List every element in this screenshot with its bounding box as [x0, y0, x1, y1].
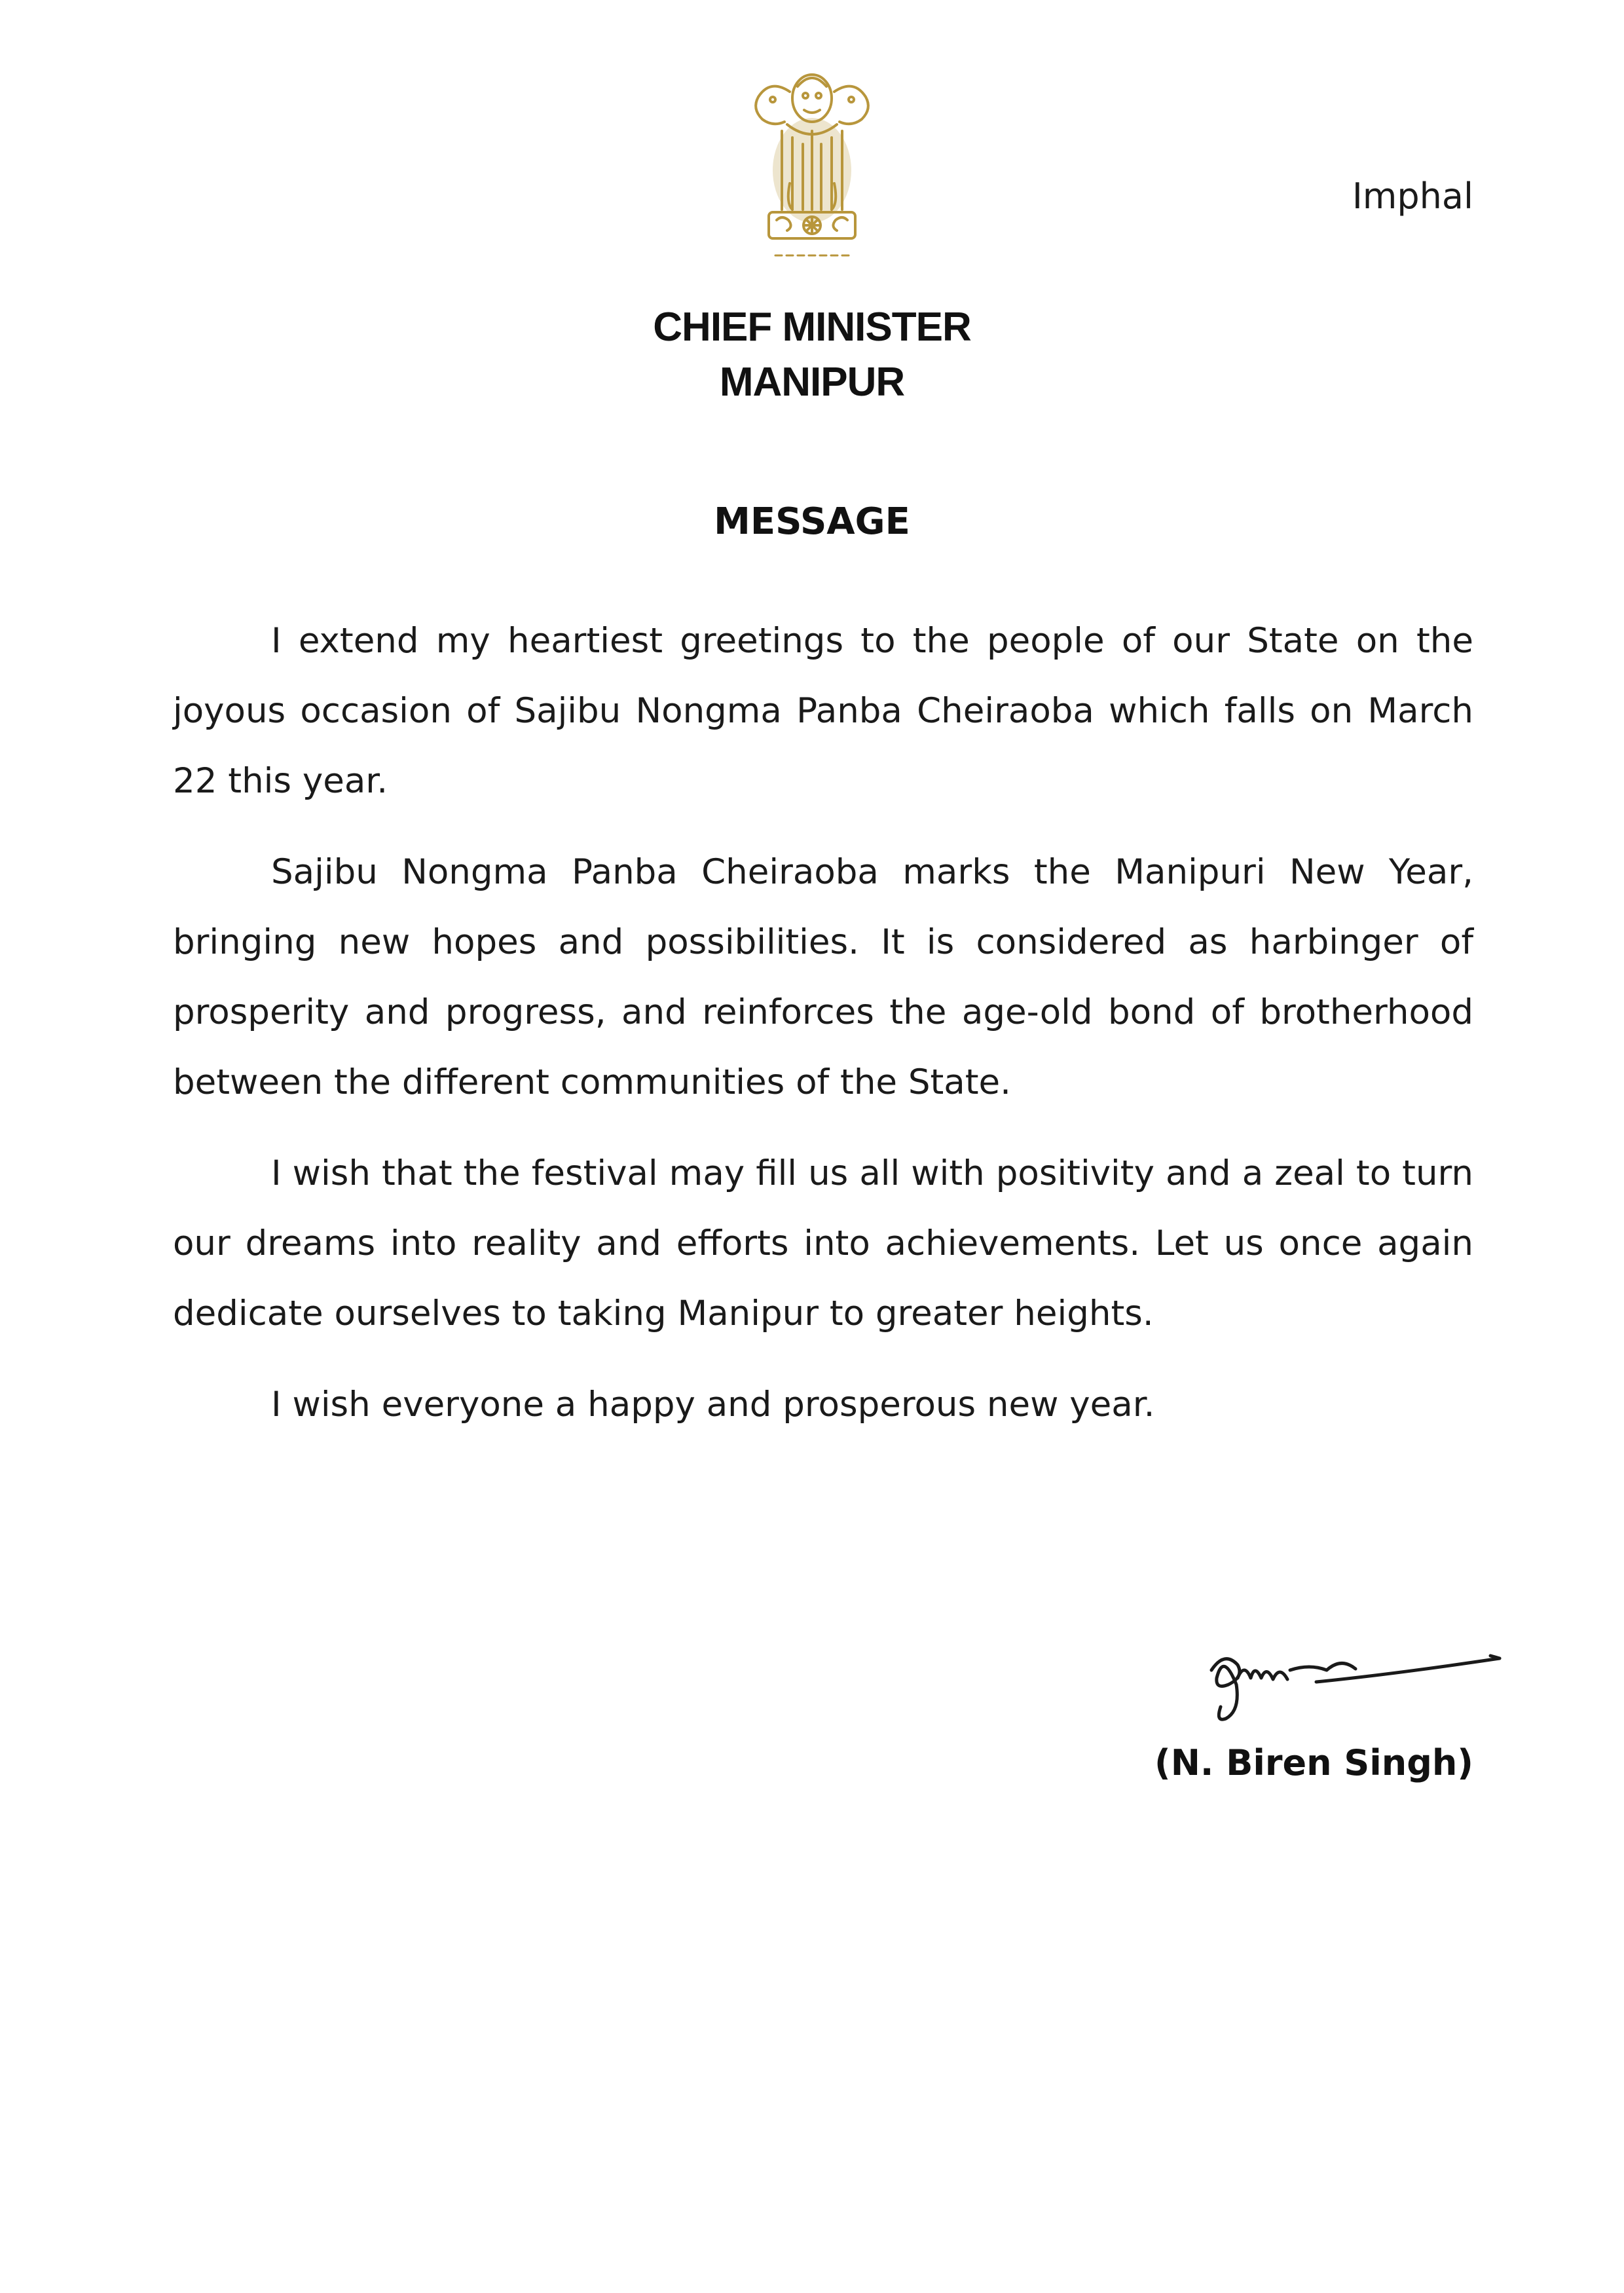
- signature-icon: [1198, 1624, 1513, 1736]
- paragraph-2: Sajibu Nongma Panba Cheiraoba marks the Manipuri New Year, bringing new hopes and possibilities. It is considered as harbinger of prosperity and progress, and reinforces the age-old bond of brotherhood between the different communities of the State.: [173, 852, 1473, 1102]
- paragraph-3: I wish that the festival may fill us all with positivity and a zeal to turn our dreams into reality and efforts into achievements. Let us once again dedicate ourselves to taking Manipur to greater heights.: [173, 1153, 1473, 1333]
- office-line-1: CHIEF MINISTER: [653, 305, 971, 350]
- office-line-2: MANIPUR: [719, 360, 905, 405]
- paragraph-4: I wish everyone a happy and prosperous new year.: [271, 1385, 1155, 1425]
- message-heading: MESSAGE: [714, 500, 910, 543]
- signer-name: (N. Biren Singh): [1154, 1742, 1473, 1783]
- paragraph-1: I extend my heartiest greetings to the people of our State on the joyous occasion of Sajibu Nongma Panba Cheiraoba which falls on March 22 this year.: [173, 621, 1473, 801]
- place-name: Imphal: [1352, 176, 1473, 217]
- message-body: [173, 606, 1473, 1461]
- state-emblem-icon: [727, 52, 897, 288]
- office-title: [0, 300, 1624, 410]
